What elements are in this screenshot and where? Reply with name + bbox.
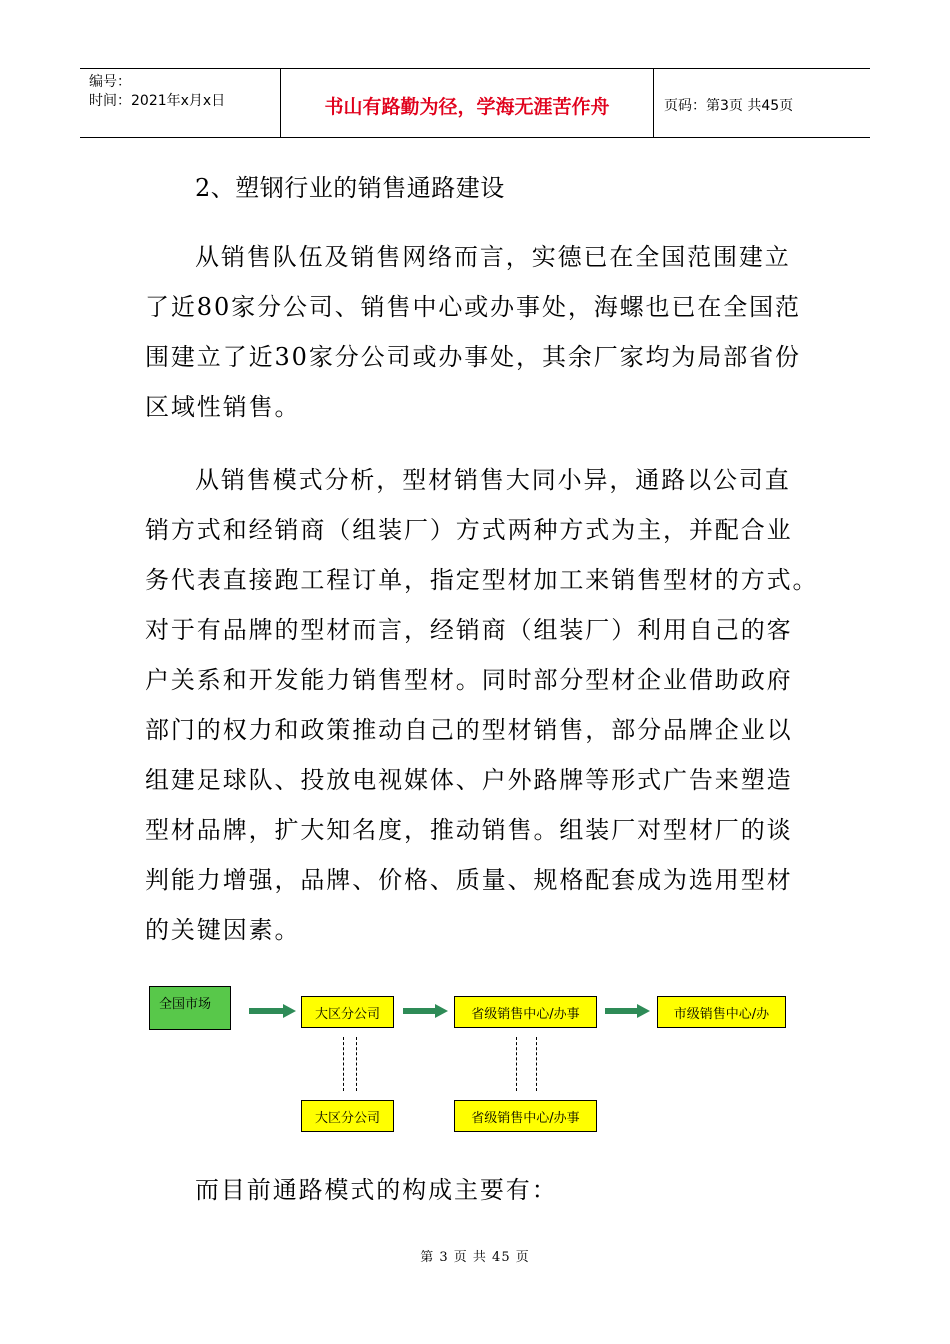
paragraph-line: 判能力增强，品牌、价格、质量、规格配套成为选用型材 [145,866,793,894]
dashed-connector [343,1037,344,1091]
paragraph-line: 对于有品牌的型材而言，经销商（组装厂）利用自己的客 [145,616,793,644]
paragraph-line: 的关键因素。 [145,916,301,944]
paragraph-line: 务代表直接跑工程订单，指定型材加工来销售型材的方式。 [145,566,819,594]
regional-branch-box-bottom: 大区分公司 [301,1100,394,1132]
paragraph-1 [145,232,801,432]
regional-branch-box: 大区分公司 [301,996,394,1028]
section-heading: 2、塑钢行业的销售通路建设 [195,174,505,202]
header-meta [80,69,281,137]
city-center-box: 市级销售中心/办 [657,996,786,1028]
dashed-connector [356,1037,357,1091]
provincial-center-box-bottom: 省级销售中心/办事 [454,1100,597,1132]
page-header [80,68,870,138]
arrow-right-icon [249,1003,297,1019]
paragraph-line: 组建足球队、投放电视媒体、户外路牌等形式广告来塑造 [145,766,793,794]
paragraph-line: 围建立了近30家分公司或办事处，其余厂家均为局部省份 [145,343,801,371]
paragraph-line: 从销售队伍及销售网络而言，实德已在全国范围建立 [195,243,791,271]
paragraph-line: 部门的权力和政策推动自己的型材销售，部分品牌企业以 [145,716,793,744]
paragraph-line: 从销售模式分析，型材销售大同小异，通路以公司直 [195,466,791,494]
dashed-connector [536,1037,537,1091]
paragraph-line: 了近80家分公司、销售中心或办事处，海螺也已在全国范 [145,293,801,321]
serial-label: 编号： [89,74,131,90]
paragraph-3: 而目前通路模式的构成主要有： [195,1176,558,1204]
arrow-right-icon [403,1003,449,1019]
header-motto: 书山有路勤为径，学海无涯苦作舟 [281,69,654,137]
national-market-box: 全国市场 [149,986,231,1030]
dashed-connector [516,1037,517,1091]
header-page-info: 页码：第3页 共45页 [664,98,794,114]
paragraph-line: 区域性销售。 [145,393,301,421]
arrow-right-icon [605,1003,651,1019]
paragraph-line: 户关系和开发能力销售型材。同时部分型材企业借助政府 [145,666,793,694]
time-label: 时间：2021年x月x日 [89,93,226,109]
page-footer: 第 3 页 共 45 页 [420,1250,530,1265]
paragraph-line: 型材品牌，扩大知名度，推动销售。组装厂对型材厂的谈 [145,816,793,844]
provincial-center-box: 省级销售中心/办事 [454,996,597,1028]
paragraph-2 [145,455,819,955]
paragraph-line: 销方式和经销商（组装厂）方式两种方式为主，并配合业 [145,516,793,544]
